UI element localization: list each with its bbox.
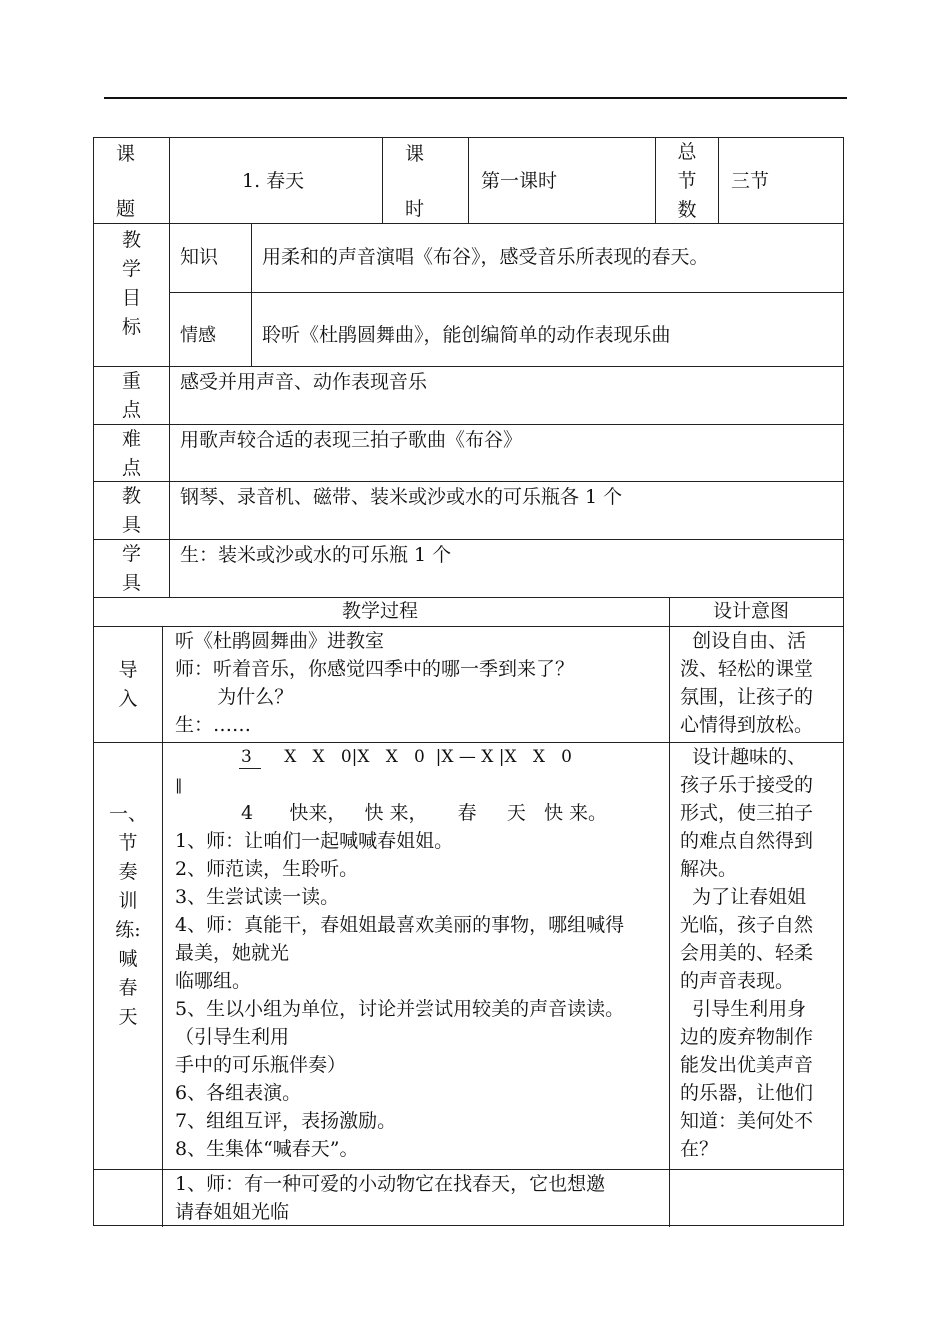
learning-tools-label: [94, 540, 169, 597]
cell-section1-intent: [669, 742, 843, 1169]
section1-line-6: 临哪组。: [175, 970, 252, 992]
keypoint-text: 感受并用声音、动作表现音乐: [180, 371, 428, 393]
section1-intent-11: 边的废弃物制作: [680, 1026, 814, 1048]
intro-intent-3: 氛围，让孩子的: [680, 686, 814, 708]
cell-total-sections: [718, 138, 843, 223]
cell-keypoint-label: [94, 366, 169, 424]
cell-emotion-text: [251, 292, 843, 366]
section1-label: [94, 800, 162, 1032]
keshi-char-1: 课: [405, 143, 425, 165]
rhythm-end: ‖: [175, 776, 183, 794]
total-sections: 三节: [731, 170, 770, 192]
keypoint-label: [94, 367, 169, 424]
teaching-tools-char-1: 教: [121, 485, 141, 507]
section1-char-5: 练:: [115, 919, 141, 941]
learning-tools-char-1: 学: [121, 543, 141, 565]
cell-intro-content: [162, 626, 669, 742]
objectives-char-3: 目: [121, 287, 141, 309]
intro-line-3: 为什么？: [175, 686, 294, 708]
rhythm-line: 3 X X 0|X X 0 |X — X |X X 0: [241, 747, 572, 767]
section1-line-2: 2、师范读，生聆听。: [175, 858, 359, 880]
difficulty-text: 用歌声较合适的表现三拍子歌曲《布谷》: [180, 429, 523, 451]
keti-char-2: 题: [116, 198, 136, 220]
keshi-char-2: 时: [405, 198, 425, 220]
cell-lesson-period: [468, 138, 655, 223]
cell-keshi-label: [382, 138, 468, 223]
intent-header: 设计意图: [713, 600, 790, 622]
section1-line-3: 3、生尝试读一读。: [175, 886, 340, 908]
cell-section1-label: [94, 742, 162, 1169]
cell-intent-header: [669, 597, 843, 626]
section1-char-4: 训: [118, 890, 138, 912]
lesson-period: 第一课时: [481, 170, 558, 192]
cell-keypoint-text: [169, 366, 843, 424]
intro-char-2: 入: [118, 688, 138, 710]
emotion-label: 情感: [180, 325, 216, 346]
objectives-char-4: 标: [121, 316, 141, 338]
total-char-2: 节: [677, 170, 697, 192]
section1-line-12: 8、生集体“喊春天”。: [175, 1138, 359, 1160]
cell-teaching-tools-label: [94, 481, 169, 539]
cell-knowledge-label: [169, 223, 251, 292]
section1-line-10: 6、各组表演。: [175, 1082, 302, 1104]
total-label: [656, 138, 718, 223]
cell-process-header: [94, 597, 669, 626]
cell-emotion-label: [169, 292, 251, 366]
process-header: 教学过程: [342, 600, 419, 622]
lesson-title: 1. 春天: [242, 170, 305, 192]
section1-intent-1: 设计趣味的、: [680, 746, 807, 768]
intro-intent-1: 创设自由、活: [680, 630, 807, 652]
difficulty-label: [94, 425, 169, 481]
intro-line-4: 生：……: [175, 714, 252, 736]
cell-section1-content: [162, 742, 669, 1169]
section1-intent-13: 的乐器，让他们: [680, 1082, 814, 1104]
lyrics-line: 4 快来， 快 来， 春 天 快 来。: [241, 802, 608, 824]
lesson-plan-table: [93, 137, 844, 1226]
section1-line-1: 1、师：让咱们一起喊喊春姐姐。: [175, 830, 454, 852]
keypoint-char-1: 重: [121, 370, 141, 392]
section1-intent-3: 形式，使三拍子: [680, 802, 814, 824]
rhythm-time-underline: [239, 768, 261, 769]
cell-section2-intent: [669, 1169, 843, 1227]
section1-intent-10: 引导生利用身: [680, 998, 807, 1020]
objectives-char-1: 教: [121, 229, 141, 251]
cell-knowledge-text: [251, 223, 843, 292]
cell-difficulty-text: [169, 424, 843, 481]
section1-intent-15: 在？: [680, 1138, 719, 1160]
section1-intent-6: 为了让春姐姐: [680, 886, 807, 908]
cell-total-label: [655, 138, 718, 223]
section1-intent-5: 解决。: [680, 858, 738, 880]
teaching-tools-char-2: 具: [121, 514, 141, 536]
objectives-char-2: 学: [121, 258, 141, 280]
intro-label: [94, 656, 162, 714]
section1-char-2: 节: [118, 832, 138, 854]
learning-tools-text: 生：装米或沙或水的可乐瓶 1 个: [180, 544, 452, 566]
intro-intent-4: 心情得到放松。: [680, 714, 814, 736]
section1-intent-14: 知道：美何处不: [680, 1110, 814, 1132]
knowledge-text: 用柔和的声音演唱《布谷》，感受音乐所表现的春天。: [262, 246, 709, 268]
section1-line-8: （引导生利用: [175, 1026, 290, 1048]
cell-section2-label: [94, 1169, 162, 1227]
section1-char-7: 春: [118, 977, 138, 999]
section1-intent-12: 能发出优美声音: [680, 1054, 814, 1076]
section1-line-7: 5、生以小组为单位，讨论并尝试用较美的声音读读。: [175, 998, 625, 1020]
keti-char-1: 课: [116, 143, 136, 165]
cell-intro-label: [94, 626, 162, 742]
teaching-tools-text: 钢琴、录音机、磁带、装米或沙或水的可乐瓶各 1 个: [180, 486, 623, 508]
section2-line-1: 1、师：有一种可爱的小动物它在找春天，它也想邀: [175, 1173, 606, 1195]
section1-line-5: 最美，她就光: [175, 942, 290, 964]
difficulty-char-1: 难: [121, 428, 141, 450]
cell-learning-tools-label: [94, 539, 169, 597]
section1-char-6: 喊: [118, 948, 138, 970]
cell-section2-content: [162, 1169, 669, 1227]
section2-line-2: 请春姐姐光临: [175, 1201, 290, 1223]
cell-learning-tools-text: [169, 539, 843, 597]
section1-intent-4: 的难点自然得到: [680, 830, 814, 852]
intro-intent-2: 泼、轻松的课堂: [680, 658, 814, 680]
section1-line-11: 7、组组互评，表扬激励。: [175, 1110, 397, 1132]
teaching-tools-label: [94, 482, 169, 539]
objectives-label: [94, 226, 169, 342]
section1-intent-7: 光临，孩子自然: [680, 914, 814, 936]
intro-char-1: 导: [118, 659, 138, 681]
section1-intent-8: 会用美的、轻柔: [680, 942, 814, 964]
section1-intent-2: 孩子乐于接受的: [680, 774, 814, 796]
cell-teaching-tools-text: [169, 481, 843, 539]
keypoint-char-2: 点: [121, 399, 141, 421]
cell-difficulty-label: [94, 424, 169, 481]
section1-char-1: 一、: [108, 803, 147, 825]
emotion-text: 聆听《杜鹃圆舞曲》，能创编简单的动作表现乐曲: [262, 324, 671, 346]
section1-char-3: 奏: [118, 861, 138, 883]
cell-intro-intent: [669, 626, 843, 742]
intro-line-1: 听《杜鹃圆舞曲》进教室: [175, 630, 385, 652]
cell-keti-label: [94, 138, 169, 223]
difficulty-char-2: 点: [121, 457, 141, 479]
cell-objectives-label: [94, 223, 169, 366]
total-char-1: 总: [677, 141, 697, 163]
header-rule: [104, 97, 847, 99]
section1-intent-9: 的声音表现。: [680, 970, 795, 992]
section1-char-8: 天: [118, 1006, 138, 1028]
cell-lesson-title: [169, 138, 382, 223]
learning-tools-char-2: 具: [121, 572, 141, 594]
section1-line-4: 4、师：真能干，春姐姐最喜欢美丽的事物，哪组喊得: [175, 914, 625, 936]
knowledge-label: 知识: [180, 246, 219, 268]
intro-line-2: 师：听着音乐，你感觉四季中的哪一季到来了？: [175, 658, 575, 680]
section1-line-9: 手中的可乐瓶伴奏）: [175, 1054, 347, 1076]
total-char-3: 数: [677, 199, 697, 221]
